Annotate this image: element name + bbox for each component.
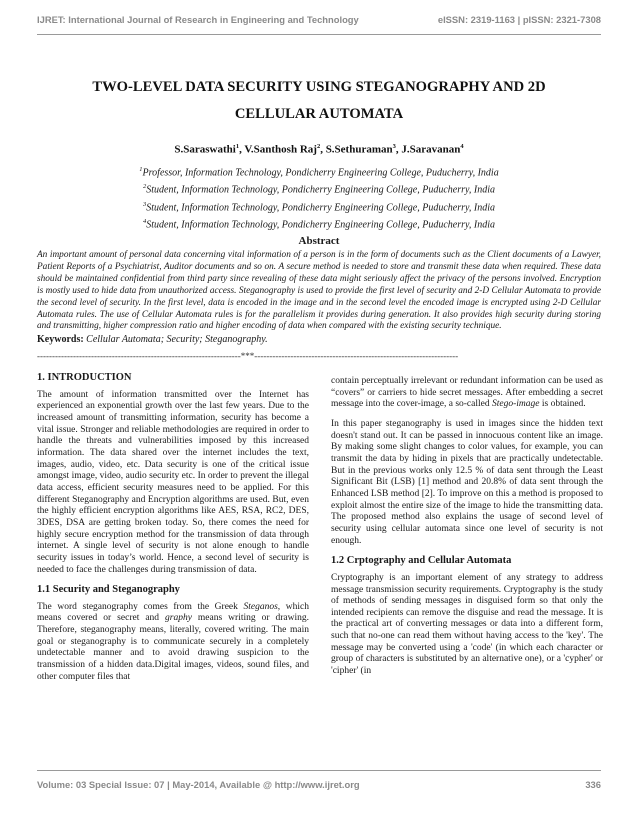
security-paragraph: The word steganography comes from the Greek Steganos, which means covered or secret and graphy means writing or drawing. Therefore, steganography means, literally, covered writing. The main goal or steganography is to communicate securely in a completely undetectable manner and to avoid drawing suspicion to the transmission of a hidden data.Digital images, videos, sound files, and other computer files that [37,601,309,682]
footer-rule [37,770,601,771]
affiliations [0,163,638,232]
keywords [37,334,601,345]
crypto-paragraph: Cryptography is an important element of any strategy to address message transmission security requirements. Cryptography is the study of methods of sending messages in disguised form so that only the intended recipients can remove the disguise and read the message. It is the practical art of converting messages or data into a different form, such that no-one can read them without having access to the 'key'. The message may be converted using a 'code' (in which each character or group of characters is substituted by an alternative one), or a 'cypher' or 'cipher' (in [331,572,603,677]
author: S.Saraswathi [174,143,236,156]
affiliation: $^1$Professor, Information Technology, Pondicherry Engineering College, Puducherry, India [139,166,499,179]
paper-title [60,74,578,128]
running-header [37,14,601,28]
volume-info: Volume: 03 Special Issue: 07 | May-2014, Available @ [37,779,275,790]
author: V.Santhosh Raj [244,143,317,156]
section-heading-cryptography: 1.2 Crptography and Cellular Automata [331,555,512,567]
keywords-text: Cellular Automata; Security; Steganography. [83,334,268,345]
stego-paragraph: contain perceptually irrelevant or redundant information can be used as “covers” or carriers to hide secret messages. After embedding a secret message into the cover-image, a so-called Stego-image is obtained. [331,376,603,410]
running-footer [37,779,601,790]
title-line-2: CELLULAR AUTOMATA [234,106,404,122]
affiliation: $^3$Student, Information Technology, Pondicherry Engineering College, Puducherry, India [143,200,495,213]
method-paragraph: In this paper steganography is used in images since the hidden text doesn't stand out. It can be passed in innocuous content like an image. By making some slight changes to color values, for example, you can transmit the data by hiding in pixels that are practically undetectable. But in the previous works only 12.5 % of data sent through the Least Significant Bit (LSB) [1] method and 20.8% of data sent through the Enhanced LSB method [2]. To improve on this a method is proposed to exploit almost the entire size of the image to hide the transmitting data. The proposed method also explains the usage of second level of security using cellular automata since one level of security is not enough. [331,418,603,546]
author: S.Sethuraman [325,143,393,156]
right-column [331,376,603,686]
abstract-heading: Abstract [298,235,340,247]
author: J.Saravanan [401,143,461,156]
section-separator: --------------------------------------------------------------------***-------------------------------------------------------------------- [37,351,459,361]
section-heading-security: 1.1 Security and Steganography [37,584,180,596]
affiliation: $^2$Student, Information Technology, Pondicherry Engineering College, Puducherry, India [143,183,495,196]
header-rule [37,34,601,35]
journal-name: IJRET: International Journal of Research in Engineering and Technology [37,14,359,25]
abstract-text: An important amount of personal data concerning vital information of a person is in the form of documents such as the Client documents of a Lawyer, Patient Reports of a Psychiatrist, Auditor documents and so on. A secure method is needed to store and transmit these data when required. These data should be maintained confidential from third party since revealing of these data might seriously affect the privacy of the persons involved. Encryption is mostly used to hide data from unauthorized access. Steganography is used to provide the first level of security and 2-D Cellular Automata to provide the second level of security. In the first level, data is encoded in the image and in the second level the encoded image is encrypted using 2-D Cellular Automata rules. The use of Cellular Automata rules is for the parallelism it provides during generation. It also provides high security during storing and transmitting, higher compression ratio and higher encoding of data when compared with the existing security technique. [37,250,601,332]
keywords-label: Keywords: [37,334,84,345]
page-number: 336 [585,779,601,790]
issn: eISSN: 2319-1163 | pISSN: 2321-7308 [437,14,601,25]
journal-link[interactable]: http://www.ijret.org [274,779,360,790]
title-line-1: TWO-LEVEL DATA SECURITY USING STEGANOGRAPHY AND 2D [92,79,546,95]
affiliation: $^4$Student, Information Technology, Pondicherry Engineering College, Puducherry, India [143,217,495,231]
left-column [37,372,309,691]
author-list: S.Saraswathi$^1$, V.Santhosh Raj$^2$, S.Sethuraman$^3$, J.Saravanan$^4$ [174,143,464,156]
section-heading-introduction: 1. INTRODUCTION [37,372,132,383]
intro-paragraph: The amount of information transmitted over the Internet has experienced an exponential growth over the last few years. Due to the increased amount of transmitting information, security has become a vital issue. Stronger and reliable methodologies are required in order to handle the threats and vulnerabilities imposed by this increased information. The data shared over the internet includes the text, images, audio, video, etc. Data security is one of the critical issue amongst image, video, audio security etc. In order to prevent the illegal data access, efficient security measures need to be applied. For this different Steganography and Encryption algorithms are used. But, even the highly efficient encryption algorithms like AES, RSA, RC2, DES, 3DES, DSA are getting broken today. So, there comes the need for highly secure encryption method for the transmission of data through internet. A single level of security is not alone enough to handle security issues in today’s world. Hence, a second level of security is needed to face the challenges during transmission of data. [37,389,309,575]
